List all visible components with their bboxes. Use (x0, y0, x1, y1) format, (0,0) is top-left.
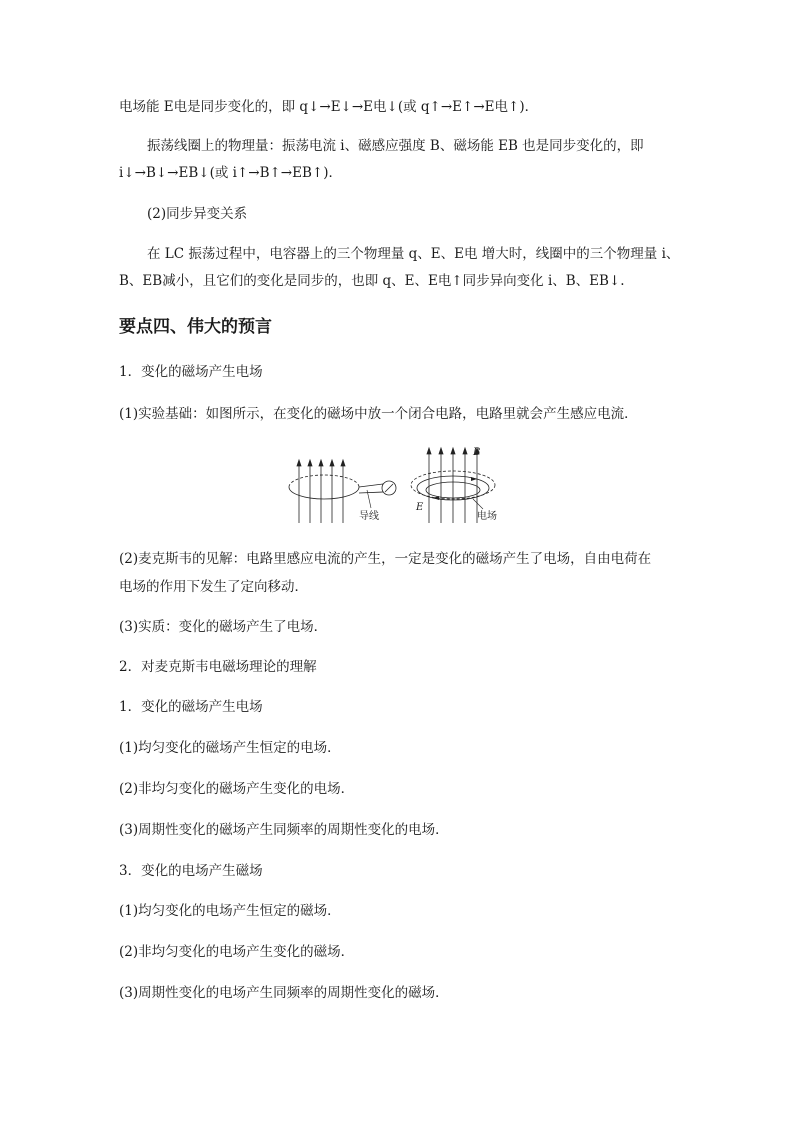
item-heading-2: 2．对麦克斯韦电磁场理论的理解 (119, 659, 317, 675)
item-maxwell-view-1: (2)麦克斯韦的见解：电路里感应电流的产生，一定是变化的磁场产生了电场，自由电荷在 (119, 551, 652, 567)
section-heading: 要点四、伟大的预言 (119, 317, 272, 337)
item-periodic-electric: (3)周期性变化的电场产生同频率的周期性变化的磁场． (119, 985, 449, 1001)
field-b-label: B (473, 447, 481, 458)
item-heading-1: 1．变化的磁场产生电场 (119, 364, 263, 380)
electric-field-label: 电场 (477, 511, 497, 522)
item-heading-4: 3．变化的电场产生磁场 (119, 863, 263, 879)
right-diagram (411, 447, 497, 523)
item-essence: (3)实质：变化的磁场产生了电场． (119, 619, 328, 635)
item-periodic-magnetic: (3)周期性变化的磁场产生同频率的周期性变化的电场． (119, 822, 449, 838)
subsection-sync-relation: (2)同步异变关系 (147, 206, 248, 222)
paragraph-line-1: 电场能 E电是同步变化的，即 q↓→E↓→E电↓(或 q↑→E↑→E电↑)． (119, 99, 539, 115)
paragraph-line-2: 振荡线圈上的物理量：振荡电流 i、磁感应强度 B、磁场能 EB 也是同步变化的，即 (147, 138, 644, 154)
item-nonuniform-electric: (2)非均匀变化的电场产生变化的磁场． (119, 944, 355, 960)
induction-figure (283, 441, 508, 526)
item-nonuniform-magnetic: (2)非均匀变化的磁场产生变化的电场． (119, 781, 355, 797)
item-heading-3: 1．变化的磁场产生电场 (119, 699, 263, 715)
paragraph-line-3: i↓→B↓→EB↓(或 i↑→B↑→EB↑)． (119, 165, 342, 181)
item-experiment-basis: (1)实验基础：如图所示，在变化的磁场中放一个闭合电路，电路里就会产生感应电流． (119, 406, 638, 422)
field-e-label: E (416, 502, 424, 513)
paragraph-line-5: 在 LC 振荡过程中，电容器上的三个物理量 q、E、E电 增大时，线圈中的三个物理量 i、 (147, 246, 680, 262)
wire-label: 导线 (359, 511, 379, 522)
left-diagram (289, 460, 396, 523)
paragraph-line-6: B、EB减小，且它们的变化是同步的，也即 q、E、E电↑同步异向变化 i、B、EB↓. (119, 273, 625, 289)
item-maxwell-view-2: 电场的作用下发生了定向移动． (119, 579, 308, 595)
item-uniform-magnetic: (1)均匀变化的磁场产生恒定的电场． (119, 740, 341, 756)
item-uniform-electric: (1)均匀变化的电场产生恒定的磁场． (119, 903, 341, 919)
